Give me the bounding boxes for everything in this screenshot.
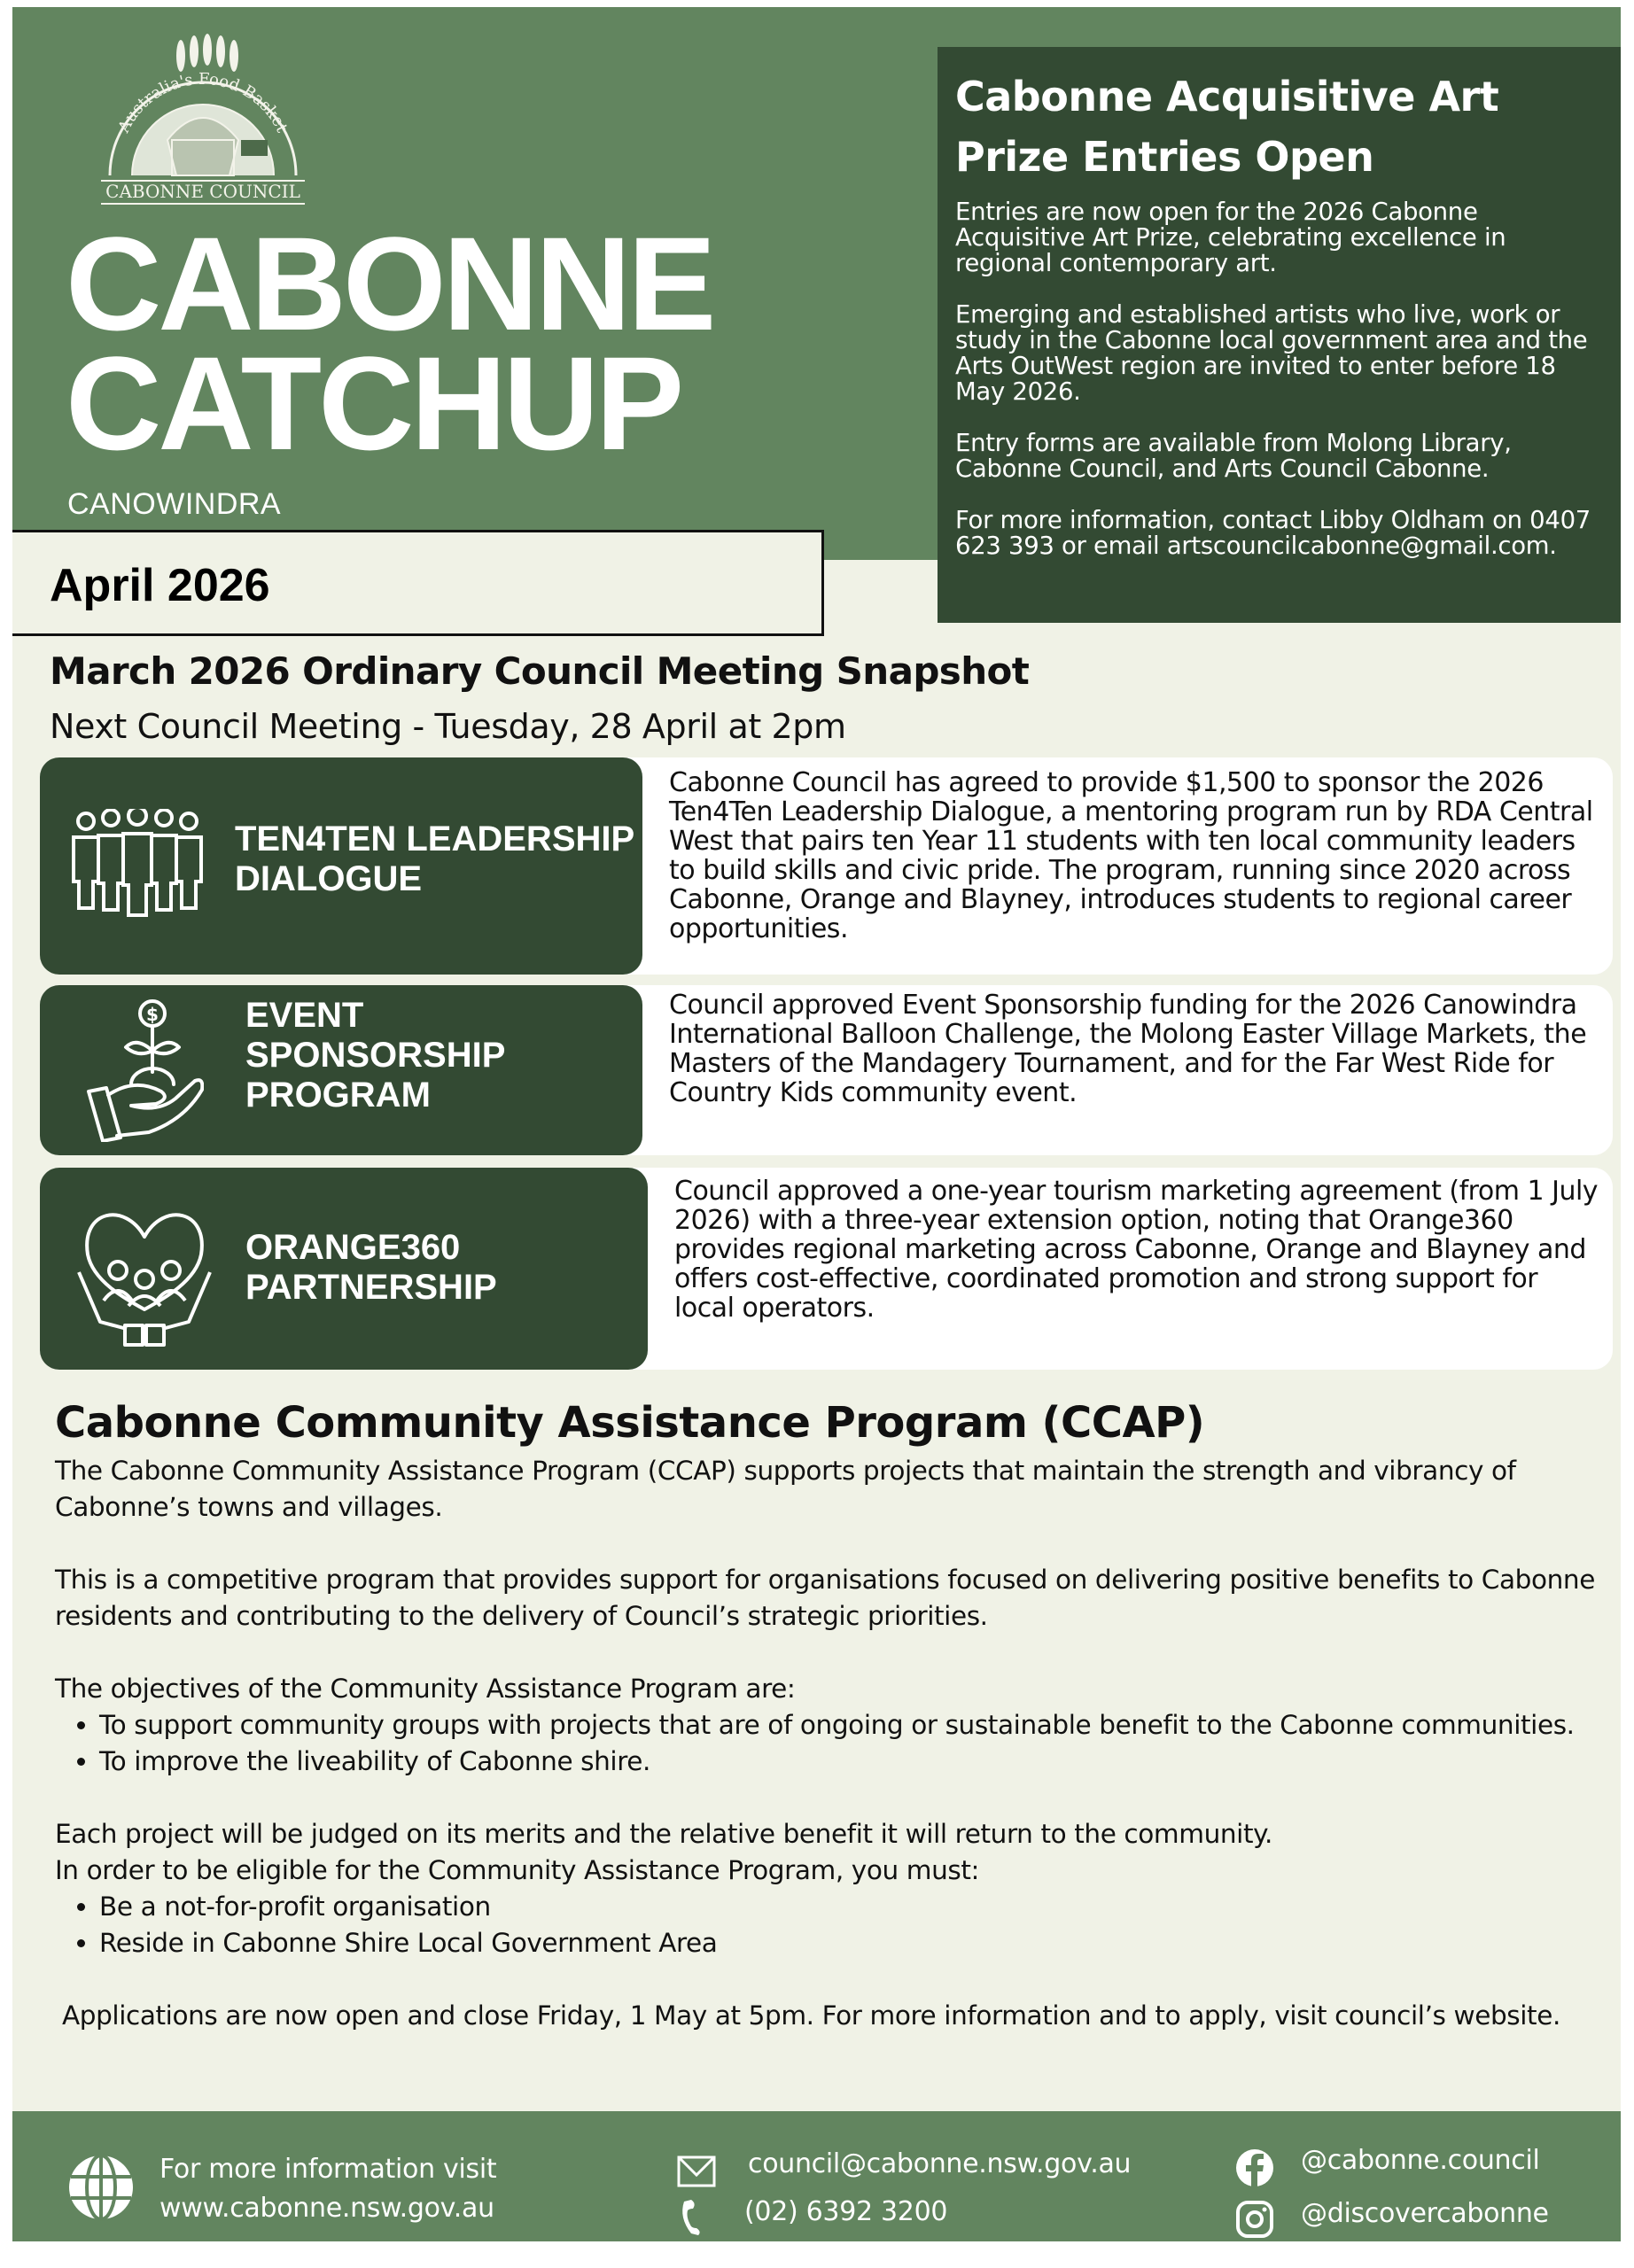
footer-contact-bar [12, 2111, 1621, 2241]
cabonne-council-logo [83, 34, 323, 206]
ccap-competitive: This is a competitive program that provides support for organisations focused on delivering positive benefits to Cabonne residents and contributing to the delivery of Council’s strategic priorities. [55, 1565, 1595, 1631]
title-line-2: CATCHUP [66, 329, 681, 478]
mail-icon [677, 2155, 716, 2187]
town-name: CANOWINDRA [67, 487, 282, 521]
svg-text:$: $ [146, 1004, 159, 1025]
card-body-text: Council approved Event Sponsorship funding for the 2026 Canowindra International Balloon Challenge, the Molong Easter Village Markets, the Masters of the Mandagery Tournament, and for the Far West Ride for Country Kids community event. [669, 990, 1587, 1108]
list-item: • To improve the liveability of Cabonne shire. [99, 1744, 1597, 1780]
hand-money-plant-icon [80, 996, 204, 1142]
issue-date-box [12, 530, 824, 636]
footer-website-link[interactable]: www.cabonne.nsw.gov.au [160, 2193, 494, 2224]
list-item: • Reside in Cabonne Shire Local Government Area [99, 1925, 1597, 1961]
svg-text:CABONNE COUNCIL: CABONNE COUNCIL [105, 181, 300, 202]
art-prize-contact: For more information, contact Libby Oldham on 0407 623 393 or email artscouncilcabonne@gmail.com. [955, 506, 1591, 560]
footer-instagram-link[interactable]: @discovercabonne [1301, 2198, 1549, 2229]
ccap-eligibility-heading: In order to be eligible for the Community Assistance Program, you must: [55, 1855, 980, 1885]
heart-hands-community-icon [72, 1201, 218, 1348]
ccap-judging: Each project will be judged on its merits and the relative benefit it will return to the community. [55, 1819, 1272, 1849]
ccap-section [55, 1398, 1597, 2034]
instagram-icon [1235, 2200, 1274, 2239]
ccap-title: Cabonne Community Assistance Program (CCAP) [55, 1398, 1205, 1448]
title-line-1: CABONNE [66, 209, 713, 358]
ccap-eligibility-list [55, 1889, 1597, 1961]
next-meeting: Next Council Meeting - Tuesday, 28 April at 2pm [50, 707, 846, 746]
globe-icon [67, 2152, 135, 2223]
snapshot-card-ten4ten [40, 757, 1613, 975]
art-prize-paragraph: Entries are now open for the 2026 Cabonne Acquisitive Art Prize, celebrating excellence in regional contemporary art. [955, 198, 1506, 277]
ccap-objectives-list [55, 1707, 1597, 1780]
facebook-icon [1235, 2148, 1274, 2187]
group-people-icon [66, 809, 208, 920]
svg-text:Australia's Food Basket: Australia's Food Basket [114, 69, 292, 136]
ccap-objectives-heading: The objectives of the Community Assistance Program are: [55, 1674, 796, 1704]
card-label: TEN4TEN LEADERSHIP DIALOGUE [235, 819, 635, 898]
list-item: • Be a not-for-profit organisation [99, 1889, 1597, 1925]
card-body-text: Council approved a one-year tourism marketing agreement (from 1 July 2026) with a three-year extension option, noting that Orange360 provides regional marketing across Cabonne, Orange and Blayney and offers cost-effective, coordinated promotion and strong support for local operators. [674, 1176, 1599, 1324]
list-item: • To support community groups with projects that are of ongoing or sustainable benefit to the Cabonne communities. [99, 1707, 1597, 1744]
footer-email-link[interactable]: council@cabonne.nsw.gov.au [748, 2148, 1132, 2179]
card-body-text: Cabonne Council has agreed to provide $1,500 to sponsor the 2026 Ten4Ten Leadership Dialogue, a mentoring program run by RDA Central West that pairs ten Year 11 students with ten local community leaders to build skills and civic pride. The program, running since 2020 across Cabonne, Orange and Blayney, introduces students to regional career opportunities. [669, 767, 1593, 944]
art-prize-paragraph: Emerging and established artists who live, work or study in the Cabonne local government area and the Arts OutWest region are invited to enter before 18 May 2026. [955, 300, 1588, 406]
ccap-applications: Applications are now open and close Friday, 1 May at 5pm. For more information and to apply, visit council’s website. [62, 2000, 1560, 2031]
issue-date: April 2026 [50, 560, 270, 611]
footer-web-label: For more information visit [160, 2154, 497, 2185]
card-label: EVENT SPONSORSHIP PROGRAM [245, 996, 506, 1115]
snapshot-card-event-sponsorship [40, 985, 1613, 1155]
phone-icon [679, 2198, 705, 2237]
footer-phone[interactable]: (02) 6392 3200 [744, 2196, 948, 2227]
snapshot-card-orange360 [40, 1168, 1613, 1370]
snapshot-title: March 2026 Ordinary Council Meeting Snapshot [50, 649, 1030, 693]
newsletter-title [66, 209, 713, 478]
art-prize-panel [938, 47, 1621, 623]
newsletter-page [12, 7, 1621, 2241]
card-label: ORANGE360 PARTNERSHIP [245, 1228, 497, 1307]
art-prize-heading: Cabonne Acquisitive Art Prize Entries Open [955, 73, 1499, 181]
ccap-intro: The Cabonne Community Assistance Program (CCAP) supports projects that maintain the strength and vibrancy of Cabonne’s towns and villages. [55, 1456, 1516, 1522]
art-prize-paragraph: Entry forms are available from Molong Library, Cabonne Council, and Arts Council Cabonne. [955, 429, 1512, 483]
footer-facebook-link[interactable]: @cabonne.council [1301, 2145, 1540, 2176]
